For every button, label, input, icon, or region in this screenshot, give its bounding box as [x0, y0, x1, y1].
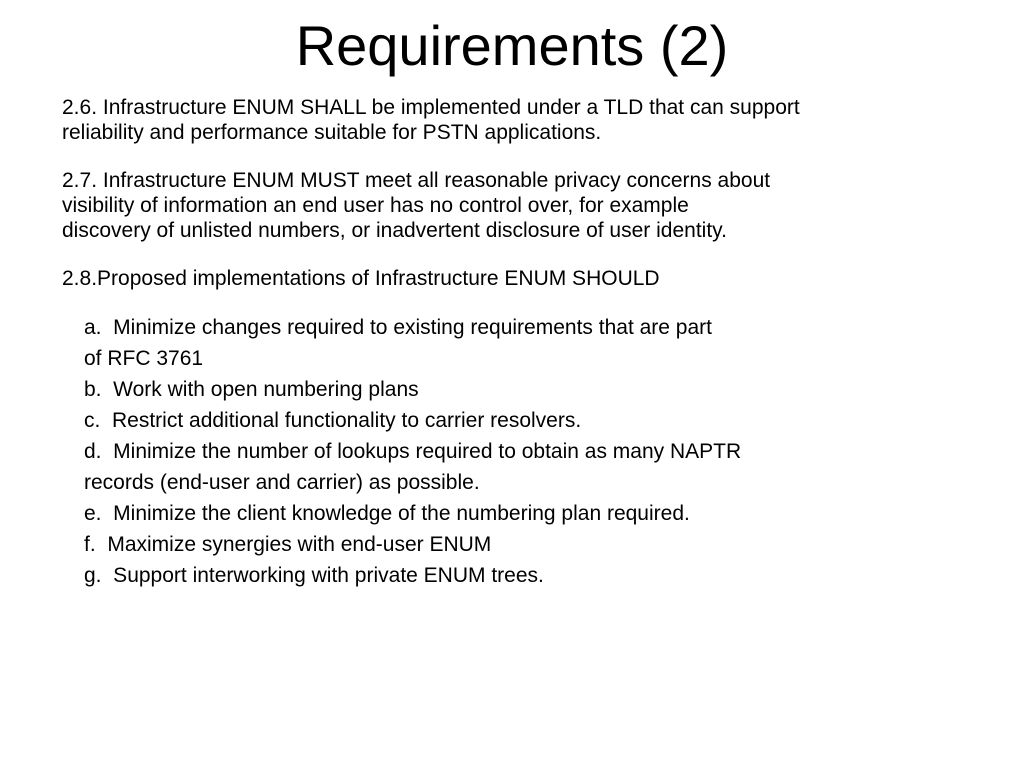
sub-item-a-continuation: of RFC 3761: [84, 347, 204, 370]
requirement-2-7-line-2: visibility of information an end user has no control over, for example: [62, 194, 689, 217]
sub-item-c: c. Restrict additional functionality to carrier resolvers.: [84, 409, 582, 432]
requirement-2-7-line-3: discovery of unlisted numbers, or inadvertent disclosure of user identity.: [62, 219, 727, 242]
sub-item-e: e. Minimize the client knowledge of the numbering plan required.: [84, 502, 690, 525]
requirement-2-6-line-2: reliability and performance suitable for PSTN applications.: [62, 121, 602, 144]
requirement-2-8-heading: 2.8.Proposed implementations of Infrastructure ENUM SHOULD: [62, 267, 660, 290]
slide-title: Requirements (2): [295, 14, 729, 77]
requirement-2-7-line-1: 2.7. Infrastructure ENUM MUST meet all reasonable privacy concerns about: [62, 169, 771, 192]
sub-item-g: g. Support interworking with private ENUM trees.: [84, 564, 544, 587]
sub-item-d: d. Minimize the number of lookups required to obtain as many NAPTR: [84, 440, 742, 463]
requirement-2-7: [62, 168, 982, 243]
requirement-2-6: [62, 95, 982, 145]
sub-item-b: b. Work with open numbering plans: [84, 378, 419, 401]
sub-item-a: a. Minimize changes required to existing requirements that are part: [84, 316, 712, 339]
sub-item-f: f. Maximize synergies with end-user ENUM: [84, 533, 492, 556]
slide-body: [62, 95, 982, 591]
sub-item-d-continuation: records (end-user and carrier) as possible.: [84, 471, 480, 494]
requirement-2-6-line-1: 2.6. Infrastructure ENUM SHALL be implemented under a TLD that can support: [62, 96, 800, 119]
requirement-2-8-sublist: [84, 312, 964, 591]
